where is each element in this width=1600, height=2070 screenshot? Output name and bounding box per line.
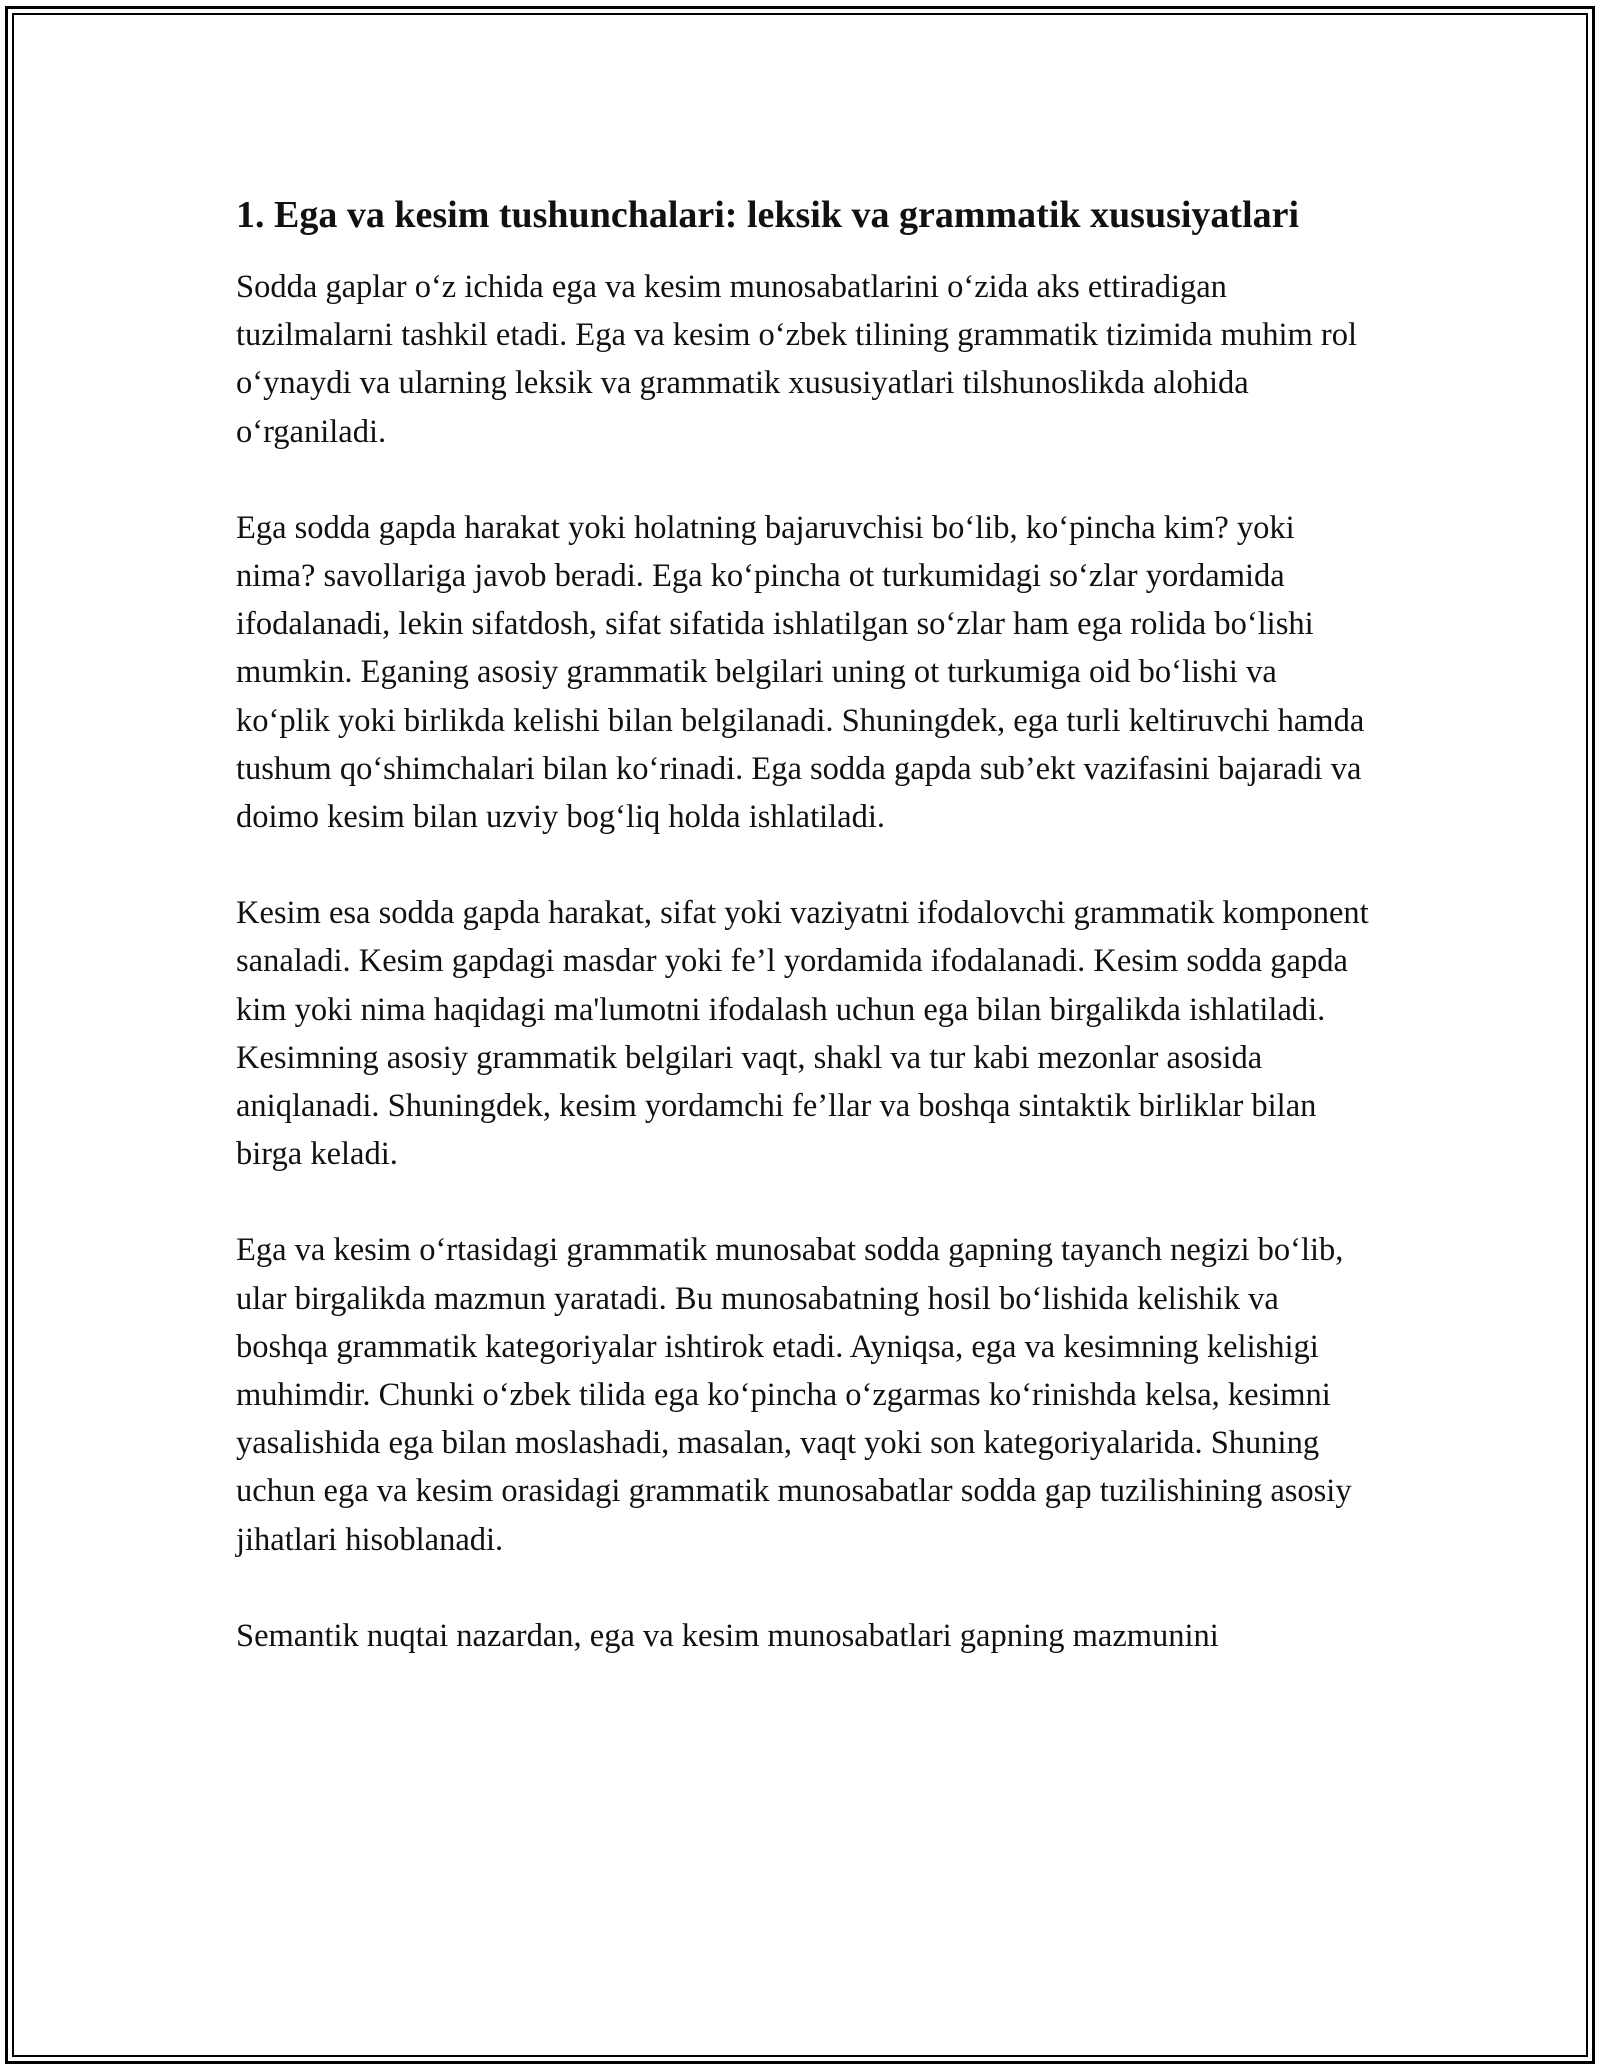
paragraph-ega: Ega sodda gapda harakat yoki holatning bajaruvchisi bo‘lib, ko‘pincha kim? yoki nima? savollariga javob beradi. Ega ko‘pincha ot turkumidagi so‘zlar yordamida ifodalanadi, lekin sifatdosh, sifat sifatida ishlatilgan so‘zlar ham ega rolida bo‘lishi mumkin. Eganing asosiy grammatik belgilari uning ot turkumiga oid bo‘lishi va ko‘plik yoki birlikda kelishi bilan belgilanadi. Shuningdek, ega turli keltiruvchi hamda tushum qo‘shimchalari bilan ko‘rinadi. Ega sodda gapda sub’ekt vazifasini bajaradi va doimo kesim bilan uzviy bog‘liq holda ishlatiladi. [236,509,1365,836]
paragraph-kesim: Kesim esa sodda gapda harakat, sifat yoki vaziyatni ifodalovchi grammatik komponent sanaladi. Kesim gapdagi masdar yoki fe’l yordamida ifodalanadi. Kesim sodda gapda kim yoki nima haqidagi ma'lumotni ifodalash uchun ega bilan birgalikda ishlatiladi. Kesimning asosiy grammatik belgilari vaqt, shakl va tur kabi mezonlar asosida aniqlanadi. Shuningdek, kesim yordamchi fe’llar va boshqa sintaktik birliklar bilan birga keladi. [236,895,1369,1173]
section-heading: 1. Ega va kesim tushunchalari: leksik va grammatik xususiyatlari [236,194,1300,236]
document-body [236,188,1371,1708]
paragraph-semantik: Semantik nuqtai nazardan, ega va kesim munosabatlari gapning mazmunini [236,1617,1219,1654]
paragraph-intro: Sodda gaplar o‘z ichida ega va kesim munosabatlarini o‘zida aks ettiradigan tuzilmalarni tashkil etadi. Ega va kesim o‘zbek tilining grammatik tizimida muhim rol o‘ynaydi va ularning leksik va grammatik xususiyatlari tilshunoslikda alohida o‘rganiladi. [236,269,1357,450]
paragraph-munosabat: Ega va kesim o‘rtasidagi grammatik munosabat sodda gapning tayanch negizi bo‘lib, ular birgalikda mazmun yaratadi. Bu munosabatning hosil bo‘lishida kelishik va boshqa grammatik kategoriyalar ishtirok etadi. Ayniqsa, ega va kesimning kelishigi muhimdir. Chunki o‘zbek tilida ega ko‘pincha o‘zgarmas ko‘rinishda kelsa, kesimni yasalishida ega bilan moslashadi, masalan, vaqt yoki son kategoriyalarida. Shuning uchun ega va kesim orasidagi grammatik munosabatlar sodda gap tuzilishining asosiy jihatlari hisoblanadi. [236,1232,1352,1558]
